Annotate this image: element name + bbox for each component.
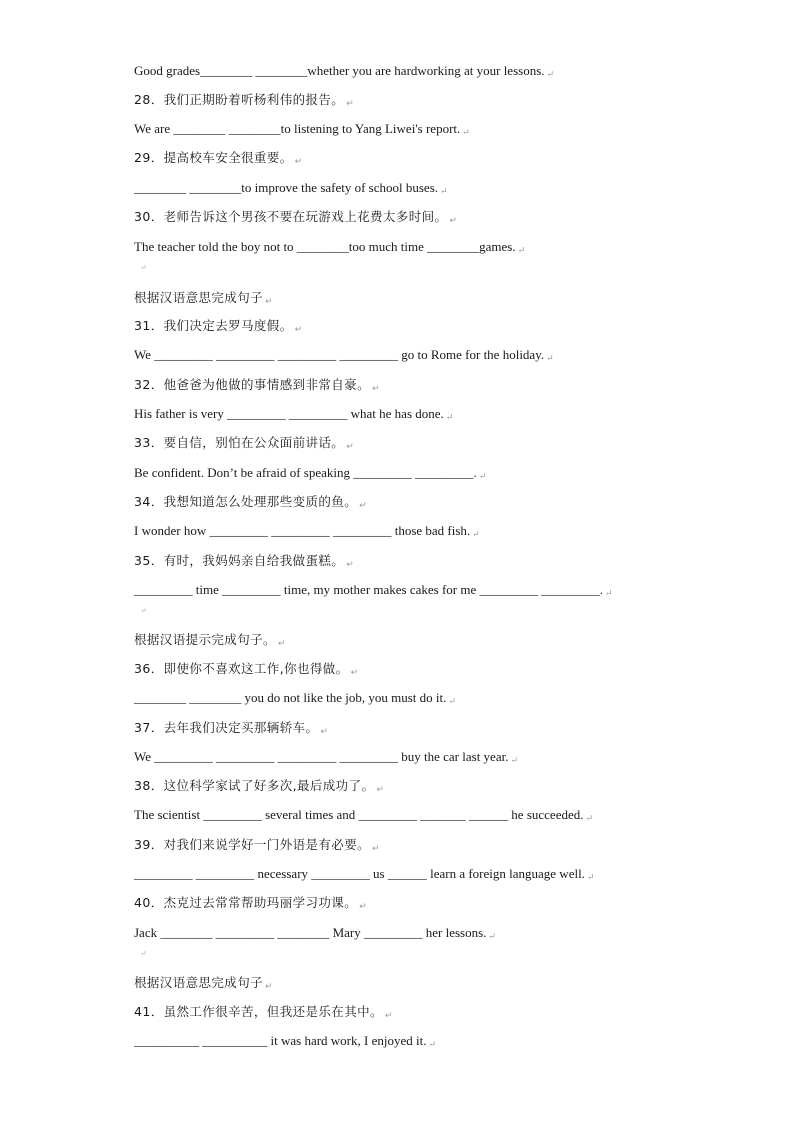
paragraph-mark: ↵ xyxy=(359,501,368,511)
answer-line-32 xyxy=(134,403,760,425)
line-text: 33．要自信，别怕在公众面前讲话。 xyxy=(134,435,345,450)
line-text: We _________ _________ _________ _________ go to Rome for the holiday. xyxy=(134,347,545,362)
paragraph-mark: ↵ xyxy=(294,325,303,335)
answer-line-27 xyxy=(134,60,760,82)
line-text: The teacher told the boy not to ________too much time ________games. xyxy=(134,239,516,254)
question-41 xyxy=(134,1001,760,1023)
empty-paragraph-mark: ↵ xyxy=(140,263,147,272)
line-text: 根据汉语提示完成句子。 xyxy=(134,632,276,647)
paragraph-mark: ↵ xyxy=(346,560,355,570)
paragraph-mark: ↵ xyxy=(605,588,613,598)
question-32 xyxy=(134,374,760,396)
paragraph-mark: ↵ xyxy=(428,1039,437,1049)
answer-line-41 xyxy=(134,1030,760,1052)
line-text: 32．他爸爸为他做的事情感到非常自豪。 xyxy=(134,377,371,392)
line-text: 36．即使你不喜欢这工作,你也得做。 xyxy=(134,661,349,676)
line-text: 31．我们决定去罗马度假。 xyxy=(134,318,293,333)
question-34 xyxy=(134,491,760,513)
question-33 xyxy=(134,432,760,454)
paragraph-mark: ↵ xyxy=(384,1011,393,1021)
answer-line-30 xyxy=(134,236,760,258)
line-text: 28．我们正期盼着听杨利伟的报告。 xyxy=(134,92,345,107)
paragraph-mark: ↵ xyxy=(488,931,496,941)
paragraph-mark: ↵ xyxy=(376,785,385,795)
answer-line-34 xyxy=(134,520,760,542)
paragraph-mark: ↵ xyxy=(320,727,329,737)
section-heading xyxy=(134,629,760,651)
paragraph-mark: ↵ xyxy=(277,639,286,649)
line-text: 35．有时，我妈妈亲自给我做蛋糕。 xyxy=(134,553,345,568)
line-text: The scientist _________ several times and _________ _______ ______ he succeeded. xyxy=(134,807,584,822)
answer-line-37 xyxy=(134,746,760,768)
answer-line-39 xyxy=(134,863,760,885)
question-38 xyxy=(134,775,760,797)
paragraph-mark: ↵ xyxy=(359,902,368,912)
question-37 xyxy=(134,717,760,739)
paragraph-mark: ↵ xyxy=(472,529,480,539)
question-36 xyxy=(134,658,760,680)
answer-line-28 xyxy=(134,118,760,140)
paragraph-mark: ↵ xyxy=(265,982,273,992)
line-text: I wonder how _________ _________ _________ those bad fish. xyxy=(134,523,471,538)
answer-line-33 xyxy=(134,462,760,484)
paragraph-mark: ↵ xyxy=(265,297,273,307)
question-29 xyxy=(134,147,760,169)
paragraph-mark: ↵ xyxy=(546,69,555,79)
paragraph-mark: ↵ xyxy=(346,442,355,452)
line-text: ________ ________to improve the safety of school buses. xyxy=(134,180,439,195)
paragraph-mark: ↵ xyxy=(510,755,519,765)
line-text: 根据汉语意思完成句子 xyxy=(134,290,264,305)
line-text: 38．这位科学家试了好多次,最后成功了。 xyxy=(134,778,375,793)
paragraph-mark: ↵ xyxy=(449,216,458,226)
question-31 xyxy=(134,315,760,337)
paragraph-mark: ↵ xyxy=(445,412,454,422)
line-text: 29．提高校车安全很重要。 xyxy=(134,150,293,165)
empty-paragraph-mark: ↵ xyxy=(140,949,147,958)
answer-line-36 xyxy=(134,687,760,709)
line-text: 34．我想知道怎么处理那些变质的鱼。 xyxy=(134,494,358,509)
paragraph-mark: ↵ xyxy=(546,353,554,363)
paragraph-mark: ↵ xyxy=(517,245,526,255)
question-39 xyxy=(134,834,760,856)
paragraph-mark: ↵ xyxy=(350,668,359,678)
empty-paragraph-mark: ↵ xyxy=(140,606,147,615)
line-text: _________ time _________ time, my mother makes cakes for me _________ _________. xyxy=(134,582,604,597)
line-text: __________ __________ it was hard work, I enjoyed it. xyxy=(134,1033,427,1048)
paragraph-mark: ↵ xyxy=(346,99,355,109)
question-28 xyxy=(134,89,760,111)
answer-line-40 xyxy=(134,922,760,944)
answer-line-31 xyxy=(134,344,760,366)
paragraph-mark: ↵ xyxy=(462,127,470,137)
question-35 xyxy=(134,550,760,572)
line-text: 根据汉语意思完成句子 xyxy=(134,975,264,990)
line-text: 41．虽然工作很辛苦，但我还是乐在其中。 xyxy=(134,1004,383,1019)
paragraph-mark: ↵ xyxy=(372,844,380,854)
question-30 xyxy=(134,206,760,228)
question-40 xyxy=(134,892,760,914)
line-text: 37．去年我们决定买那辆轿车。 xyxy=(134,720,319,735)
section-heading xyxy=(134,287,760,309)
paragraph-mark: ↵ xyxy=(478,471,487,481)
line-text: Be confident. Don’t be afraid of speaking _________ _________. xyxy=(134,465,477,480)
paragraph-mark: ↵ xyxy=(372,384,380,394)
line-text: Good grades________ ________whether you are hardworking at your lessons. xyxy=(134,63,545,78)
answer-line-35 xyxy=(134,579,760,601)
paragraph-mark: ↵ xyxy=(440,186,448,196)
section-heading xyxy=(134,972,760,994)
line-text: ________ ________ you do not like the job, you must do it. xyxy=(134,690,447,705)
line-text: 39．对我们来说学好一门外语是有必要。 xyxy=(134,837,371,852)
paragraph-mark: ↵ xyxy=(585,813,594,823)
line-text: _________ _________ necessary _________ us ______ learn a foreign language well. xyxy=(134,866,585,881)
paragraph-mark: ↵ xyxy=(448,696,456,706)
line-text: We _________ _________ _________ _________ buy the car last year. xyxy=(134,749,509,764)
paragraph-mark: ↵ xyxy=(294,157,303,167)
line-text: 40．杰克过去常常帮助玛丽学习功课。 xyxy=(134,895,358,910)
paragraph-mark: ↵ xyxy=(586,872,595,882)
line-text: Jack ________ _________ ________ Mary _________ her lessons. xyxy=(134,925,487,940)
line-text: His father is very _________ _________ what he has done. xyxy=(134,406,444,421)
line-text: 30．老师告诉这个男孩不要在玩游戏上花费太多时间。 xyxy=(134,209,448,224)
answer-line-38 xyxy=(134,804,760,826)
line-text: We are ________ ________to listening to Yang Liwei's report. xyxy=(134,121,461,136)
answer-line-29 xyxy=(134,177,760,199)
